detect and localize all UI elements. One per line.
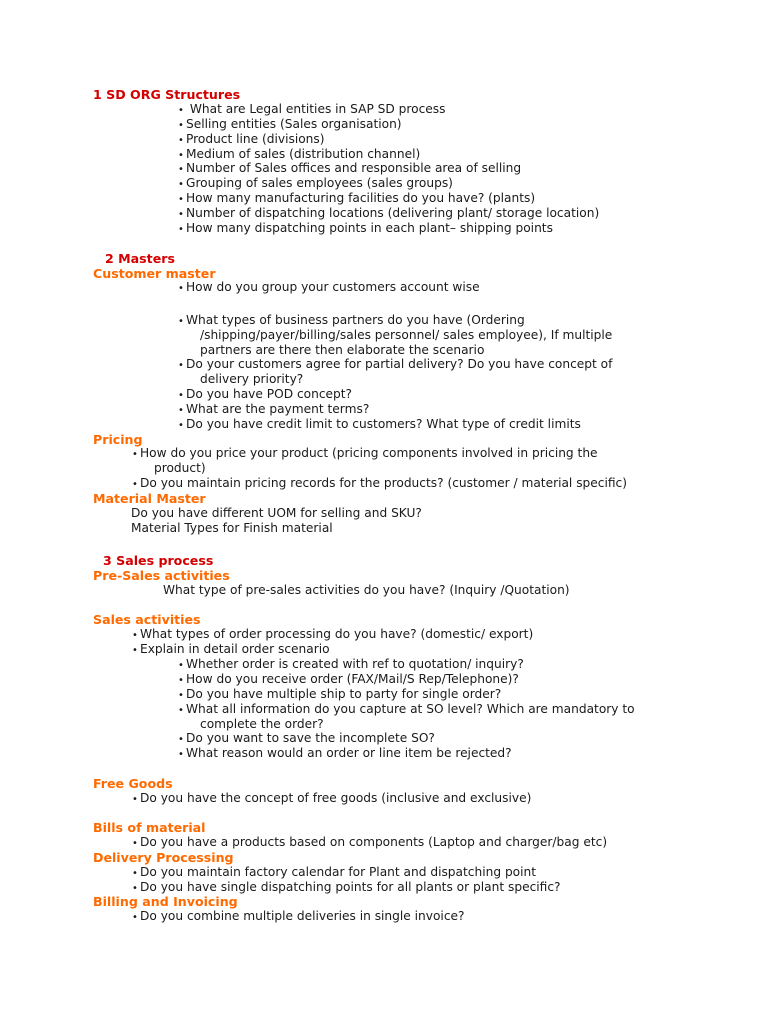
subheading-billing-invoicing: Billing and Invoicing xyxy=(93,894,238,909)
list-item-continuation: delivery priority? xyxy=(200,372,304,386)
list-item-continuation: partners are there then elaborate the scenario xyxy=(200,343,485,357)
subheading-sales-activities: Sales activities xyxy=(93,612,201,627)
list-item: • Do you have multiple ship to party for single order? xyxy=(186,687,501,703)
section-heading-masters: 2 Masters xyxy=(105,251,175,266)
list-item: • What types of business partners do you have (Ordering xyxy=(186,313,525,329)
list-item: • What are Legal entities in SAP SD process xyxy=(186,102,446,118)
list-item: • Do you maintain factory calendar for Plant and dispatching point xyxy=(140,865,536,881)
section-heading-org-structures: 1 SD ORG Structures xyxy=(93,87,241,102)
list-item: • Number of Sales offices and responsible area of selling xyxy=(186,161,521,177)
subheading-material-master: Material Master xyxy=(93,491,206,506)
subheading-free-goods: Free Goods xyxy=(93,776,173,791)
list-item: • How do you price your product (pricing components involved in pricing the xyxy=(140,446,598,462)
list-item: • Do you want to save the incomplete SO? xyxy=(186,731,435,747)
list-item: • Do you have the concept of free goods (inclusive and exclusive) xyxy=(140,791,531,807)
list-item: • Do you have POD concept? xyxy=(186,387,352,403)
list-item: • Do your customers agree for partial delivery? Do you have concept of xyxy=(186,357,612,373)
list-item: • Explain in detail order scenario xyxy=(140,642,330,658)
list-item: • Do you combine multiple deliveries in single invoice? xyxy=(140,909,464,925)
list-item-continuation: /shipping/payer/billing/sales personnel/ sales employee), If multiple xyxy=(200,328,613,342)
list-item: • Do you have a products based on components (Laptop and charger/bag etc) xyxy=(140,835,607,851)
list-item: • Whether order is created with ref to quotation/ inquiry? xyxy=(186,657,524,673)
body-line: What type of pre-sales activities do you have? (Inquiry /Quotation) xyxy=(163,583,570,597)
list-item: • How do you group your customers account wise xyxy=(186,280,480,296)
list-item: • How many dispatching points in each plant– shipping points xyxy=(186,221,553,237)
list-item-continuation: product) xyxy=(154,461,206,475)
list-item: • What types of order processing do you have? (domestic/ export) xyxy=(140,627,533,643)
list-item: • Do you have credit limit to customers? What type of credit limits xyxy=(186,417,581,433)
subheading-customer-master: Customer master xyxy=(93,266,216,281)
list-item: • Medium of sales (distribution channel) xyxy=(186,147,420,163)
list-item: • What reason would an order or line item be rejected? xyxy=(186,746,512,762)
list-item: • Product line (divisions) xyxy=(186,132,325,148)
list-item: • How do you receive order (FAX/Mail/S Rep/Telephone)? xyxy=(186,672,519,688)
list-item: • What all information do you capture at SO level? Which are mandatory to xyxy=(186,702,635,718)
section-heading-sales-process: 3 Sales process xyxy=(103,553,214,568)
subheading-delivery-processing: Delivery Processing xyxy=(93,850,234,865)
subheading-bills-of-material: Bills of material xyxy=(93,820,206,835)
list-item: • How many manufacturing facilities do you have? (plants) xyxy=(186,191,535,207)
list-item: • What are the payment terms? xyxy=(186,402,369,418)
list-item-continuation: complete the order? xyxy=(200,717,324,731)
list-item: • Grouping of sales employees (sales groups) xyxy=(186,176,453,192)
subheading-pricing: Pricing xyxy=(93,432,143,447)
list-item: • Selling entities (Sales organisation) xyxy=(186,117,402,133)
list-item: • Number of dispatching locations (delivering plant/ storage location) xyxy=(186,206,599,222)
list-item: • Do you maintain pricing records for the products? (customer / material specific) xyxy=(140,476,627,492)
body-line: Do you have different UOM for selling and SKU? xyxy=(131,506,422,520)
list-item: • Do you have single dispatching points for all plants or plant specific? xyxy=(140,880,561,896)
body-line: Material Types for Finish material xyxy=(131,521,333,535)
subheading-pre-sales: Pre-Sales activities xyxy=(93,568,230,583)
